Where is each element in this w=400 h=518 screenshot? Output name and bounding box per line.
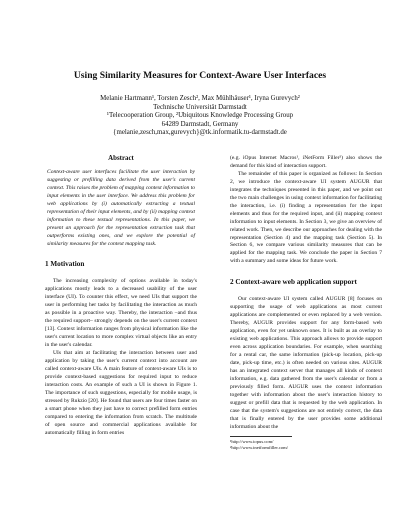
author-names: Melanie Hartmann¹, Torsten Zesch², Max Mühlhäuser¹, Iryna Gurevych² — [100, 95, 300, 102]
author-block — [0, 95, 400, 138]
section-1-heading: 1 Motivation — [45, 260, 85, 269]
abstract-heading: Abstract — [108, 155, 134, 162]
affiliation-address: 64289 Darmstadt, Germany — [161, 120, 239, 128]
abstract-text: Context-aware user interfaces facilitate the user interaction by suggesting or prefilling data derived from the user's current context. This raises the problem of mapping context information to input elements in the user interface. We address this problem for web applications by (i) automatically extracting a textual representation of their input elements, and by (ii) mapping context information to these textual representations. In this paper, we present an approach for the representation extraction task that outperforms existing ones, and we explore the potential of similarity measures for the context mapping task. — [47, 168, 196, 247]
motivation-paragraph-2: UIs that aim at facilitating the interaction between user and application by taking the user's current context into account are called context-aware UIs. A main feature of context-aware UIs is to provide context-based suggestions for required input to reduce interaction costs. An example of such a UI is shown in Figure 1. The importance of such suggestions, especially for mobile usage, is stressed by Rukzio [20]. He found that users are four times faster on a smart phone when they just have to correct prefilled form entries compared to entering the information from scratch. The multitude of open source and commercial applications available for automatically filling in form entries — [45, 350, 197, 436]
paper-title: Using Similarity Measures for Context-Aware User Interfaces — [73, 70, 327, 81]
continued-paragraph: (e.g. iOpus Internet Macros¹, iNetForm Filler²) also shows the demand for this kind of interaction support. — [230, 155, 382, 169]
motivation-paragraph-1: The increasing complexity of options available in today's applications mostly leads to a decreased usability of the user interface (UI). To counter this effect, we need UIs that support the user in performing her tasks by facilitating the interaction as much as possible in a proactive way. Thereby, the interaction –and thus the required support– strongly depends on the user's current context [13]. Context information ranges from physical information like the user's current location to more complex virtual objects like an entry in the user's calendar. — [45, 278, 197, 349]
footnote-1: ¹http://www.iopus.com/ — [230, 438, 274, 444]
affiliation-groups: ¹Telecooperation Group, ²Ubiquitous Knowledge Processing Group — [106, 112, 294, 120]
affiliation-university: Technische Universität Darmstadt — [153, 103, 247, 111]
footnote-divider — [230, 436, 292, 437]
footnote-2: ²http://www.inetformfiller.com/ — [230, 444, 288, 450]
right-column — [230, 155, 382, 451]
augur-paragraph: Our context-aware UI system called AUGUR [8] focuses on supporting the usage of web applications as most current applications are complemented or even replaced by a web version. Thereby, AUGUR provides support for any form-based web application, even for yet unknown ones. It is built as an overlay to existing web applications. This approach allows to provide support even across application boundaries. For example, when searching for a rental car, the same information (pick-up location, pick-up date, pick-up time, etc.) is often needed on various sites. AUGUR has an integrated context server that manages all kinds of context information, e.g. data gathered from the user's calendar or from a previously filled form. AUGUR uses the context information together with information about the user's interaction history to suggest or prefill data that is requested by the web application. In case that the system's suggestions are not entirely correct, the data that is finally entered by the user provides some additional information about the — [230, 296, 382, 430]
section-2-heading: 2 Context-aware web application support — [230, 278, 357, 287]
outline-paragraph: The remainder of this paper is organized as follows: In Section 2, we introduce the context-aware UI system AUGUR that integrates the techniques presented in this paper, and we point out the two main challenges in using context information for facilitating the interaction, i.e. (i) finding a representation for the input elements and thus for the required input, and (ii) mapping context information to input elements. In Section 3, we give an overview of related work. Then, we describe our approaches for dealing with the representation (Section 4) and the mapping task (Section 5). In Section 6, we compare various similarity measures that can be applied for the mapping task. We conclude the paper in Section 7 with a summary and some ideas for future work. — [230, 170, 382, 265]
left-column — [45, 155, 197, 438]
author-email: {melanie,zesch,max,gurevych}@tk.informatik.tu-darmstadt.de — [113, 129, 287, 137]
